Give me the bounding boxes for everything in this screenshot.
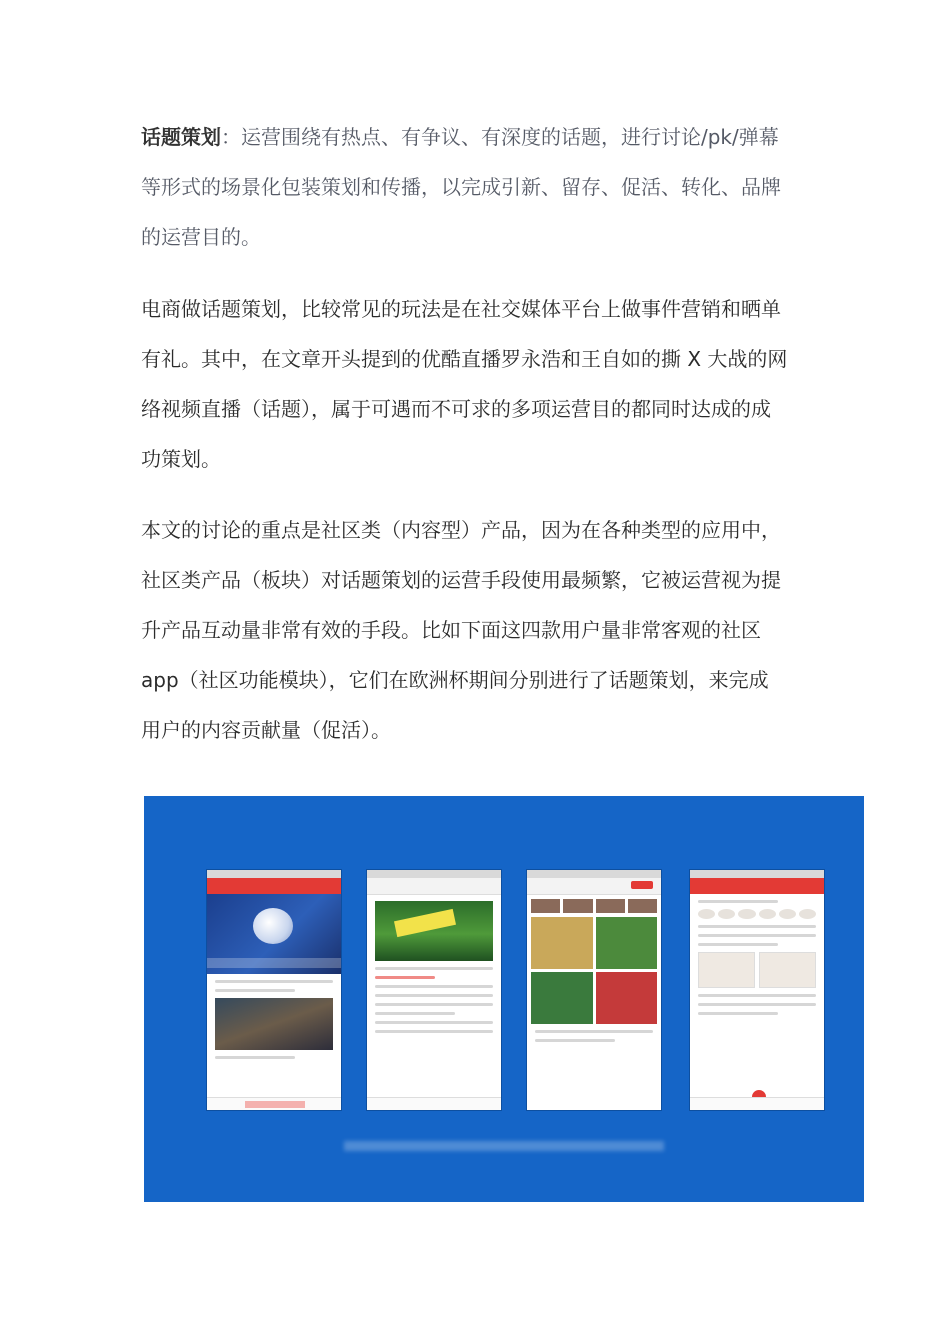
paragraph-line: 升产品互动量非常有效的手段。比如下面这四款用户量非常客观的社区 <box>141 618 761 642</box>
paragraph-community <box>141 505 801 755</box>
paragraph-line: 用户的内容贡献量（促活）。 <box>141 718 391 742</box>
phone-screenshot-topic <box>207 870 341 1110</box>
paragraph-ecommerce <box>141 284 801 484</box>
text-placeholder <box>375 967 493 970</box>
text-placeholder <box>215 989 295 992</box>
paragraph-line: app（社区功能模块），它们在欧洲杯期间分别进行了话题策划，来完成 <box>141 668 769 692</box>
grid-photo <box>531 917 593 969</box>
app-nav-bar <box>690 878 824 894</box>
text-placeholder <box>698 943 778 946</box>
text-placeholder <box>698 900 778 903</box>
status-bar <box>207 870 341 878</box>
paragraph-line: 有礼。其中，在文章开头提到的优酷直播罗永浩和王自如的撕 X 大战的网 <box>141 347 788 371</box>
thumbnail-strip <box>531 899 657 913</box>
grid-photo <box>596 972 658 1024</box>
bold-term: 话题策划 <box>141 125 221 149</box>
paragraph-line: 的运营目的。 <box>141 225 261 249</box>
text-placeholder <box>375 985 493 988</box>
paragraph-line: 电商做话题策划，比较常见的玩法是在社交媒体平台上做事件营销和晒单 <box>141 297 781 321</box>
text-placeholder <box>375 1003 493 1006</box>
phone-screenshot-article <box>367 870 501 1110</box>
euro-logo-image <box>253 908 293 944</box>
banner-flag <box>394 909 456 937</box>
app-nav-bar <box>207 878 341 894</box>
paragraph-line: 络视频直播（话题），属于可遇而不可求的多项运营目的都同时达成的成 <box>141 397 771 421</box>
paragraph-line: 社区类产品（板块）对话题策划的运营手段使用最频繁，它被运营视为提 <box>141 568 781 592</box>
paragraph-line: 等形式的场景化包装策划和传播，以完成引新、留存、促活、转化、品牌 <box>141 175 781 199</box>
text-placeholder <box>375 994 493 997</box>
status-bar <box>527 870 661 878</box>
paragraph-line: 功策划。 <box>141 447 221 471</box>
text-placeholder <box>698 925 816 928</box>
app-screenshots-figure <box>144 796 864 1202</box>
bottom-bar <box>367 1097 501 1110</box>
post-photo <box>215 998 333 1050</box>
status-bar <box>690 870 824 878</box>
app-nav-bar <box>367 878 501 895</box>
euro-banner-image <box>207 894 341 974</box>
paragraph-line <box>141 112 801 162</box>
paragraph-text: ：运营围绕有热点、有争议、有深度的话题，进行讨论/pk/弹幕 <box>221 125 779 149</box>
text-placeholder <box>215 980 333 983</box>
status-bar <box>367 870 501 878</box>
text-placeholder <box>375 1030 493 1033</box>
text-placeholder <box>375 1021 493 1024</box>
text-placeholder <box>535 1039 615 1042</box>
blurred-caption <box>344 1141 664 1151</box>
grid-photo <box>596 917 658 969</box>
text-placeholder <box>698 934 816 937</box>
text-placeholder <box>375 1012 455 1015</box>
join-cta <box>245 1101 305 1108</box>
bottom-bar <box>690 1097 824 1110</box>
phone-screenshot-feed <box>690 870 824 1110</box>
text-placeholder <box>535 1030 653 1033</box>
football-field-image <box>375 901 493 961</box>
grid-photo <box>531 972 593 1024</box>
bottom-bar <box>207 1097 341 1110</box>
avatar-row <box>698 909 816 919</box>
paragraph-topic-definition <box>141 112 801 262</box>
text-placeholder <box>215 1056 295 1059</box>
text-placeholder <box>375 976 435 979</box>
text-placeholder <box>698 994 816 997</box>
text-placeholder <box>698 1012 778 1015</box>
banner-band <box>207 958 341 968</box>
text-placeholder <box>698 1003 816 1006</box>
paragraph-line: 本文的讨论的重点是社区类（内容型）产品，因为在各种类型的应用中， <box>141 518 781 542</box>
app-nav-bar <box>527 878 661 895</box>
sketch-images <box>698 952 816 988</box>
photo-grid <box>531 917 657 1024</box>
follow-button <box>631 881 653 889</box>
phone-screenshot-photo-grid <box>527 870 661 1110</box>
